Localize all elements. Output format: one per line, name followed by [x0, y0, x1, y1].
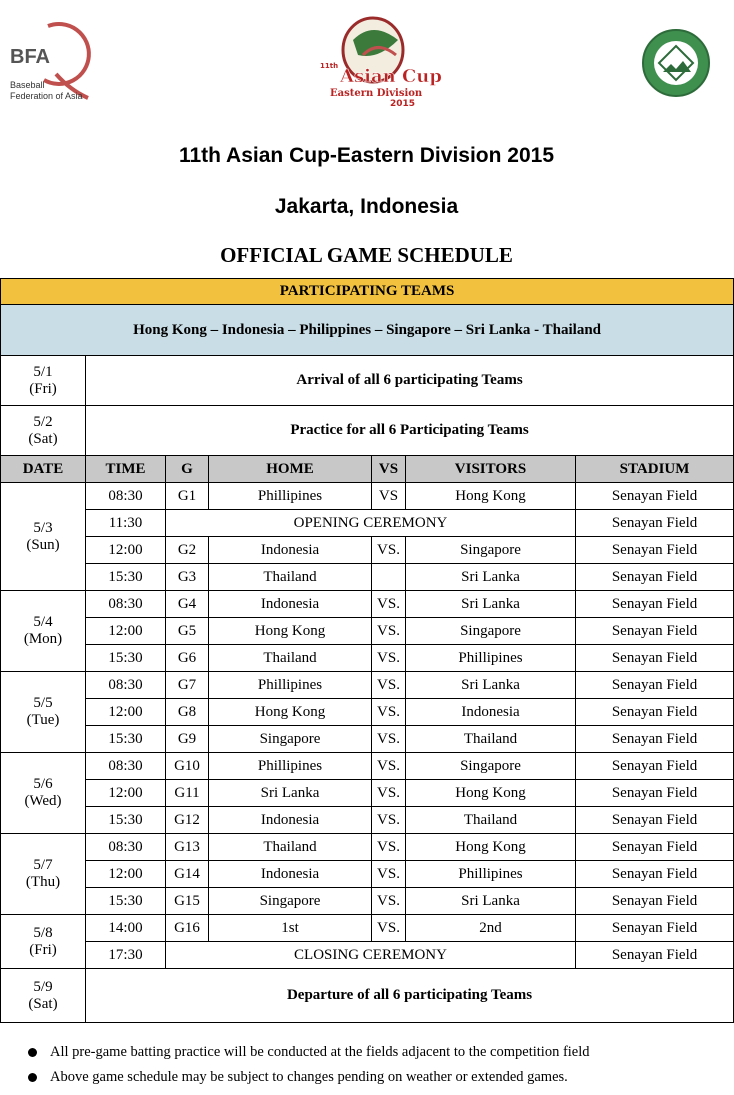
time-cell: 15:30 [86, 807, 166, 834]
day-of-week: (Fri) [29, 941, 57, 958]
visitors-team-cell: Sri Lanka [406, 672, 576, 699]
stadium-cell: Senayan Field [576, 537, 734, 564]
time-cell: 15:30 [86, 645, 166, 672]
visitors-team-cell: Sri Lanka [406, 591, 576, 618]
vs-cell: VS. [372, 645, 406, 672]
table-row [1, 861, 734, 888]
table-row [1, 888, 734, 915]
table-row [1, 645, 734, 672]
visitors-team-cell: Hong Kong [406, 483, 576, 510]
table-row [1, 618, 734, 645]
time-cell: 12:00 [86, 537, 166, 564]
vs-cell: VS [372, 483, 406, 510]
column-header-date: DATE [1, 456, 86, 483]
day-of-week: (Tue) [26, 712, 60, 728]
home-team-cell: Singapore [209, 888, 372, 915]
stadium-cell: Senayan Field [576, 753, 734, 780]
vs-cell: VS. [372, 780, 406, 807]
vs-cell: VS. [372, 834, 406, 861]
date-cell [1, 591, 86, 672]
participating-label: PARTICIPATING TEAMS [1, 279, 734, 305]
vs-cell: VS. [372, 591, 406, 618]
home-team-cell: Phillipines [209, 753, 372, 780]
visitors-team-cell: Thailand [406, 807, 576, 834]
stadium-cell: Senayan Field [576, 726, 734, 753]
time-cell: 15:30 [86, 726, 166, 753]
visitors-team-cell: Hong Kong [406, 780, 576, 807]
stadium-cell: Senayan Field [576, 861, 734, 888]
home-team-cell: Phillipines [209, 672, 372, 699]
day-of-week: (Sat) [28, 430, 58, 447]
table-row [1, 591, 734, 618]
time-cell: 08:30 [86, 834, 166, 861]
day-of-week: (Sat) [28, 995, 58, 1012]
time-cell: 11:30 [86, 510, 166, 537]
home-team-cell: Indonesia [209, 807, 372, 834]
game-number-cell: G8 [166, 699, 209, 726]
ceremony-cell: OPENING CEREMONY [166, 510, 576, 537]
table-row [1, 726, 734, 753]
time-cell: 17:30 [86, 942, 166, 969]
vs-cell: VS. [372, 726, 406, 753]
visitors-team-cell: 2nd [406, 915, 576, 942]
note-item [28, 1065, 590, 1090]
date-cell [1, 969, 86, 1023]
home-team-cell: Indonesia [209, 537, 372, 564]
game-number-cell: G9 [166, 726, 209, 753]
day-of-week: (Sun) [26, 536, 60, 553]
date-value: 5/7 [33, 857, 53, 873]
asian-cup-logo [318, 10, 442, 110]
home-team-cell: Indonesia [209, 861, 372, 888]
game-number-cell: G15 [166, 888, 209, 915]
time-cell: 08:30 [86, 483, 166, 510]
visitors-team-cell: Sri Lanka [406, 564, 576, 591]
time-cell: 12:00 [86, 618, 166, 645]
date-value: 5/1 [33, 363, 53, 380]
stadium-cell: Senayan Field [576, 672, 734, 699]
vs-cell: VS. [372, 861, 406, 888]
home-team-cell: Sri Lanka [209, 780, 372, 807]
date-cell [1, 356, 86, 406]
page-title: 11th Asian Cup-Eastern Division 2015 [178, 144, 555, 167]
home-team-cell: Indonesia [209, 591, 372, 618]
bullet-icon [28, 1048, 37, 1057]
game-number-cell: G13 [166, 834, 209, 861]
date-cell [1, 834, 86, 915]
stadium-cell: Senayan Field [576, 915, 734, 942]
table-row [1, 834, 734, 861]
notes [28, 1040, 590, 1090]
home-team-cell: Thailand [209, 564, 372, 591]
schedule-table [0, 278, 734, 1023]
stadium-cell: Senayan Field [576, 510, 734, 537]
participating-teams: Hong Kong – Indonesia – Philippines – Singapore – Sri Lanka - Thailand [1, 305, 734, 356]
game-number-cell: G12 [166, 807, 209, 834]
date-value: 5/2 [33, 413, 53, 430]
note-text: All pre-game batting practice will be conducted at the fields adjacent to the competition field [50, 1044, 590, 1060]
visitors-team-cell: Singapore [406, 753, 576, 780]
participating-label-row [1, 279, 734, 305]
logo-eastern-division: Eastern Division [330, 88, 423, 99]
table-row [1, 672, 734, 699]
stadium-cell: Senayan Field [576, 645, 734, 672]
vs-cell: VS. [372, 915, 406, 942]
home-team-cell: Singapore [209, 726, 372, 753]
stadium-cell: Senayan Field [576, 807, 734, 834]
info-row [1, 406, 734, 456]
stadium-cell: Senayan Field [576, 942, 734, 969]
table-row [1, 753, 734, 780]
column-header-time: TIME [86, 456, 166, 483]
table-row [1, 942, 734, 969]
table-row [1, 537, 734, 564]
participating-teams-row [1, 305, 734, 356]
note-text: Above game schedule may be subject to changes pending on weather or extended games. [50, 1069, 568, 1085]
info-text: Practice for all 6 Participating Teams [86, 406, 734, 456]
home-team-cell: Phillipines [209, 483, 372, 510]
home-team-cell: Thailand [209, 645, 372, 672]
column-header-visitors: VISITORS [406, 456, 576, 483]
day-of-week: (Wed) [24, 793, 62, 809]
date-value: 5/4 [33, 614, 53, 630]
stadium-cell: Senayan Field [576, 483, 734, 510]
schedule-subtitle: OFFICIAL GAME SCHEDULE [220, 243, 513, 267]
table-row [1, 483, 734, 510]
game-number-cell: G10 [166, 753, 209, 780]
date-cell [1, 483, 86, 591]
date-value: 5/3 [33, 519, 53, 536]
game-number-cell: G16 [166, 915, 209, 942]
home-team-cell: Thailand [209, 834, 372, 861]
stadium-cell: Senayan Field [576, 618, 734, 645]
game-number-cell: G7 [166, 672, 209, 699]
vs-cell: VS. [372, 888, 406, 915]
info-row [1, 356, 734, 406]
logo-year: 2015 [390, 99, 416, 109]
date-cell [1, 406, 86, 456]
column-header-home: HOME [209, 456, 372, 483]
home-team-cell: 1st [209, 915, 372, 942]
day-of-week: (Mon) [23, 631, 63, 647]
visitors-team-cell: Hong Kong [406, 834, 576, 861]
stadium-cell: Senayan Field [576, 699, 734, 726]
table-row [1, 510, 734, 537]
logo-edition: 11th [320, 62, 339, 70]
federation-seal-logo [641, 28, 711, 98]
vs-cell: VS. [372, 753, 406, 780]
vs-cell: VS. [372, 618, 406, 645]
bullet-icon [28, 1073, 37, 1082]
table-row [1, 807, 734, 834]
bfa-logo [8, 18, 98, 108]
table-row [1, 915, 734, 942]
visitors-team-cell: Thailand [406, 726, 576, 753]
time-cell: 12:00 [86, 780, 166, 807]
ceremony-cell: CLOSING CEREMONY [166, 942, 576, 969]
day-of-week: (Thu) [25, 874, 61, 890]
home-team-cell: Hong Kong [209, 699, 372, 726]
visitors-team-cell: Sri Lanka [406, 888, 576, 915]
column-header-row [1, 456, 734, 483]
column-header-stadium: STADIUM [576, 456, 734, 483]
table-row [1, 699, 734, 726]
vs-cell [372, 564, 406, 591]
date-value: 5/6 [33, 776, 53, 792]
time-cell: 08:30 [86, 753, 166, 780]
stadium-cell: Senayan Field [576, 591, 734, 618]
bfa-logo-subtitle-2: Federation of Asia [10, 91, 83, 101]
vs-cell: VS. [372, 699, 406, 726]
info-row [1, 969, 734, 1023]
game-number-cell: G3 [166, 564, 209, 591]
note-item [28, 1040, 590, 1065]
game-number-cell: G14 [166, 861, 209, 888]
game-number-cell: G6 [166, 645, 209, 672]
stadium-cell: Senayan Field [576, 564, 734, 591]
game-number-cell: G5 [166, 618, 209, 645]
column-header-vs: VS [372, 456, 406, 483]
table-row [1, 564, 734, 591]
visitors-team-cell: Phillipines [406, 861, 576, 888]
day-of-week: (Fri) [29, 380, 57, 397]
game-number-cell: G4 [166, 591, 209, 618]
vs-cell: VS. [372, 672, 406, 699]
stadium-cell: Senayan Field [576, 834, 734, 861]
date-cell [1, 915, 86, 969]
home-team-cell: Hong Kong [209, 618, 372, 645]
visitors-team-cell: Phillipines [406, 645, 576, 672]
logo-asian-cup: Asian Cup [340, 66, 442, 87]
time-cell: 15:30 [86, 564, 166, 591]
location: Jakarta, Indonesia [274, 195, 459, 218]
date-value: 5/5 [33, 695, 53, 711]
date-cell [1, 753, 86, 834]
game-number-cell: G1 [166, 483, 209, 510]
time-cell: 08:30 [86, 672, 166, 699]
column-header-g: G [166, 456, 209, 483]
date-value: 5/9 [33, 978, 53, 995]
date-value: 5/8 [33, 924, 53, 941]
vs-cell: VS. [372, 807, 406, 834]
time-cell: 08:30 [86, 591, 166, 618]
vs-cell: VS. [372, 537, 406, 564]
bfa-logo-text: BFA [10, 46, 50, 68]
bfa-logo-subtitle-1: Baseball [10, 80, 45, 90]
info-text: Departure of all 6 participating Teams [86, 969, 734, 1023]
game-number-cell: G11 [166, 780, 209, 807]
visitors-team-cell: Indonesia [406, 699, 576, 726]
time-cell: 15:30 [86, 888, 166, 915]
time-cell: 14:00 [86, 915, 166, 942]
time-cell: 12:00 [86, 861, 166, 888]
stadium-cell: Senayan Field [576, 888, 734, 915]
visitors-team-cell: Singapore [406, 618, 576, 645]
info-text: Arrival of all 6 participating Teams [86, 356, 734, 406]
game-number-cell: G2 [166, 537, 209, 564]
date-cell [1, 672, 86, 753]
time-cell: 12:00 [86, 699, 166, 726]
table-row [1, 780, 734, 807]
visitors-team-cell: Singapore [406, 537, 576, 564]
stadium-cell: Senayan Field [576, 780, 734, 807]
